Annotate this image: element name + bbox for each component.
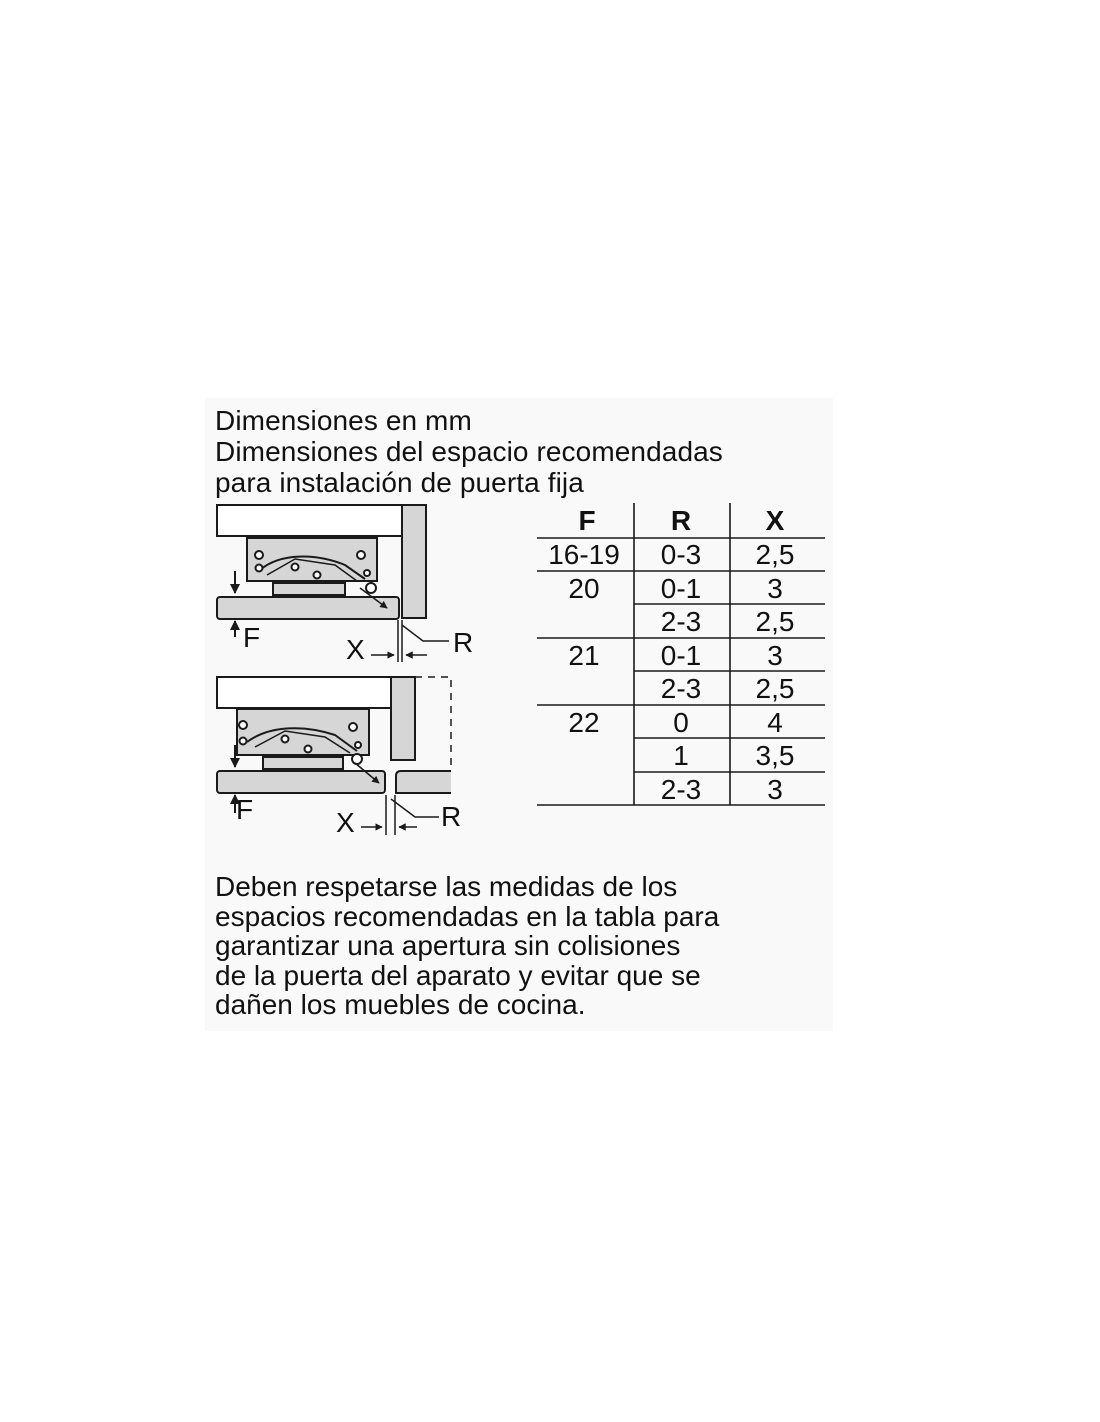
cell-r: 0-1: [660, 573, 702, 604]
spacing-table: [537, 503, 827, 809]
cell-x: 3: [767, 573, 783, 604]
cell-r: 0-1: [660, 640, 702, 671]
bottom-label-x: X: [336, 807, 355, 838]
cell-x: 3: [767, 640, 783, 671]
installation-note: [215, 872, 719, 1020]
header-f: F: [578, 505, 596, 536]
bottom-label-f: F: [236, 794, 254, 825]
header-r: R: [670, 505, 692, 536]
note-line-4: de la puerta del aparato y evitar que se: [215, 959, 701, 991]
title-line-1: Dimensiones en mm: [215, 405, 472, 436]
title-line-2: Dimensiones del espacio recomendadas: [215, 436, 723, 467]
cell-x: 3: [767, 774, 783, 805]
note-line-2: espacios recomendadas en la tabla para: [215, 900, 720, 932]
adjacent-door: [396, 771, 451, 793]
cell-r: 0: [673, 707, 689, 738]
cabinet-top-panel: [217, 505, 402, 536]
note-line-5: dañen los muebles de cocina.: [215, 989, 586, 1021]
door-panel: [217, 597, 399, 619]
cell-x: 2,5: [755, 673, 795, 704]
cell-r: 2-3: [660, 774, 702, 805]
cabinet-top-panel-2: [217, 677, 391, 708]
cell-r: 1: [673, 740, 689, 771]
hinge-diagram: [205, 495, 495, 840]
hinge-base-2: [263, 757, 343, 769]
door-panel-2: [217, 771, 385, 793]
cell-f: 16-19: [548, 539, 620, 570]
note-line-1: Deben respetarse las medidas de los: [215, 871, 678, 902]
cabinet-side-panel: [402, 505, 426, 618]
top-label-x: X: [346, 634, 365, 665]
note-line-3: garantizar una apertura sin colisiones: [215, 930, 681, 962]
cabinet-side-panel-2: [391, 677, 415, 760]
cell-r: 0-3: [660, 539, 702, 570]
header-x: X: [765, 505, 785, 536]
hinge-plate-2: [237, 709, 369, 755]
cell-f: 20: [568, 573, 600, 604]
hinge-base: [273, 583, 345, 595]
bottom-label-r: R: [441, 801, 462, 832]
cell-f: 22: [568, 707, 600, 738]
cell-x: 2,5: [755, 539, 795, 570]
title-line-3: para instalación de puerta fija: [215, 467, 584, 498]
top-label-r: R: [453, 627, 474, 658]
cell-x: 4: [767, 707, 783, 738]
cell-r: 2-3: [660, 673, 702, 704]
cell-x: 3,5: [755, 740, 795, 771]
cell-x: 2,5: [755, 606, 795, 637]
dashed-outline: [415, 677, 451, 765]
cell-r: 2-3: [660, 606, 702, 637]
top-label-f: F: [243, 622, 261, 653]
cell-f: 21: [568, 640, 600, 671]
